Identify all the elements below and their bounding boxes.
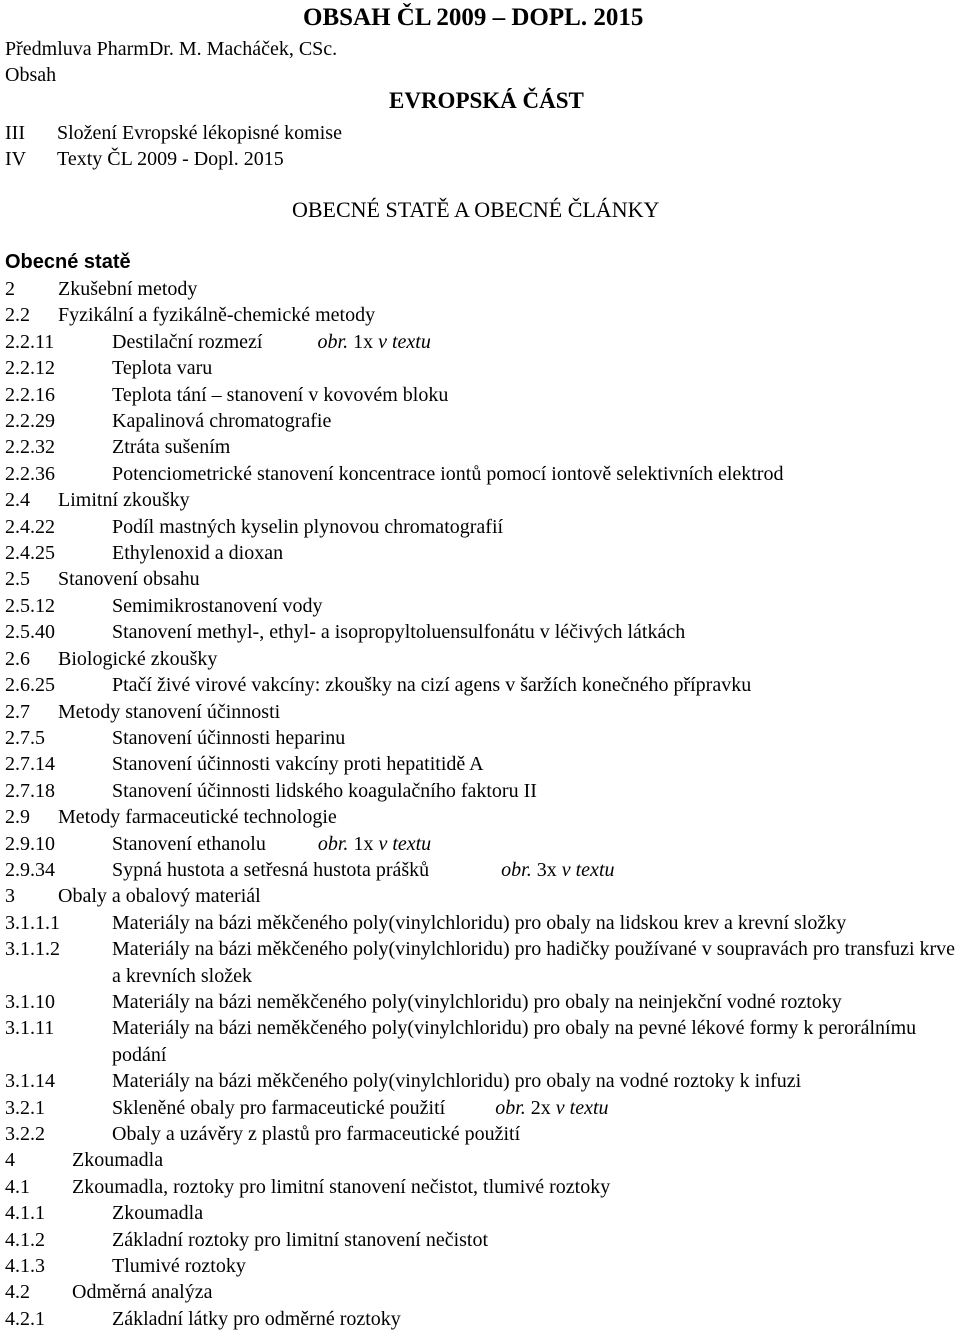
toc-entry[interactable]: [5, 434, 960, 460]
figure-note: [495, 1097, 608, 1119]
toc-entry-title: Ptačí živé virové vakcíny: zkoušky na cizí agens v šaržích konečného přípravku: [112, 674, 752, 697]
toc-entry[interactable]: [5, 751, 960, 777]
toc-entry[interactable]: [5, 1121, 960, 1147]
toc-entry-title: Limitní zkoušky: [58, 489, 190, 512]
intro-line-commission: [5, 120, 342, 146]
toc-entry-number: 3.1.1.2: [5, 938, 60, 961]
toc-entry-number: 2.6.25: [5, 674, 55, 697]
toc-entry-title: Biologické zkoušky: [58, 647, 218, 670]
section-title: OBECNÉ STATĚ A OBECNÉ ČLÁNKY: [292, 197, 660, 222]
toc-entry[interactable]: [5, 1227, 960, 1253]
toc-entry-number: 2.2: [5, 304, 30, 327]
toc-entry[interactable]: [5, 1279, 960, 1305]
toc-entry-number: 4.2.1: [5, 1307, 45, 1330]
toc-entry-number: 3.1.11: [5, 1017, 55, 1040]
toc-entry[interactable]: [5, 778, 960, 804]
toc-entry[interactable]: [5, 619, 960, 645]
document-title: OBSAH ČL 2009 – DOPL. 2015: [303, 4, 644, 31]
figure-note-label: obr.: [501, 858, 532, 881]
toc-entry-title: Tlumivé roztoky: [112, 1255, 246, 1278]
toc-entry-title: Zkušební metody: [58, 278, 198, 300]
figure-note-label: obr.: [317, 832, 349, 855]
figure-note-location: v textu: [561, 858, 615, 881]
toc-entry-number: 2.7.5: [5, 726, 45, 749]
toc-entry-number: 2.6: [5, 647, 30, 670]
toc-entry-title: Ztráta sušením: [112, 436, 231, 459]
toc-entry-title: Zkoumadla, roztoky pro limitní stanovení nečistot, tlumivé roztoky: [72, 1175, 611, 1198]
toc-entry-title: Sypná hustota a setřesná hustota prášků: [112, 858, 430, 881]
toc-entry[interactable]: [5, 699, 960, 725]
toc-entry-number: 2.5.40: [5, 621, 55, 644]
toc-entry-title: Základní roztoky pro limitní stanovení nečistot: [112, 1228, 489, 1251]
part-title: EVROPSKÁ ČÁST: [389, 88, 584, 113]
intro-text: Předmluva PharmDr. M. Macháček, CSc.: [5, 38, 338, 60]
toc-entry[interactable]: [5, 408, 960, 434]
toc-entry-number: 3: [5, 885, 15, 908]
toc-entry-title: Zkoumadla: [112, 1202, 204, 1225]
toc-entry[interactable]: [5, 672, 960, 698]
toc-entry-title: Odměrná analýza: [72, 1281, 213, 1304]
toc-entry-title: Obaly a uzávěry z plastů pro farmaceutické použití: [112, 1123, 521, 1145]
toc-entry-number: 2.5: [5, 568, 30, 591]
toc-entry[interactable]: [5, 989, 960, 1015]
intro-line-preface: [5, 36, 337, 62]
toc-entry[interactable]: [5, 936, 960, 989]
toc-entry-title: Teplota tání – stanovení v kovovém bloku: [112, 383, 449, 406]
toc-entry[interactable]: [5, 355, 960, 381]
toc-entry-number: 2.2.36: [5, 462, 55, 485]
toc-entry-title: Obaly a obalový materiál: [58, 885, 261, 908]
toc-entry-title: Ethylenoxid a dioxan: [112, 542, 284, 565]
toc-entry-number: 3.1.1.1: [5, 911, 60, 934]
intro-text: Texty ČL 2009 - Dopl. 2015: [57, 148, 284, 170]
toc-entry[interactable]: [5, 461, 960, 487]
figure-note-count: 1x: [353, 330, 374, 353]
figure-note: [501, 859, 614, 881]
figure-note-count: 3x: [536, 858, 557, 881]
toc-entry-number: 2.2.16: [5, 383, 55, 406]
toc-entry-number: 2.4.25: [5, 542, 55, 565]
toc-entry-title: Potenciometrické stanovení koncentrace iontů pomocí iontově selektivních elektrod: [112, 462, 784, 485]
toc-entry[interactable]: [5, 540, 960, 566]
figure-note-location: v textu: [555, 1096, 609, 1119]
figure-note-label: obr.: [317, 330, 349, 353]
intro-text: Složení Evropské lékopisné komise: [57, 122, 342, 144]
figure-note-count: 2x: [530, 1096, 551, 1119]
toc-entry-number: 2.7.14: [5, 753, 55, 776]
toc-entry-title: Stanovení účinnosti vakcíny proti hepatitidě A: [112, 753, 484, 776]
toc-entry-number: 2.4: [5, 489, 30, 512]
subsection-title: Obecné statě: [5, 251, 131, 273]
figure-note-count: 1x: [353, 832, 374, 855]
toc-entry[interactable]: [5, 804, 960, 830]
toc-entry-number: 4.1.3: [5, 1255, 45, 1278]
toc-entry[interactable]: [5, 1174, 960, 1200]
toc-entry[interactable]: [5, 302, 960, 328]
toc-entry[interactable]: [5, 725, 960, 751]
toc-entry-title: Metody farmaceutické technologie: [58, 806, 337, 829]
toc-entry-number: 2.9.10: [5, 832, 55, 855]
toc-entry-number: 3.1.14: [5, 1070, 55, 1093]
toc-entry-title: Stanovení ethanolu: [112, 832, 266, 855]
toc-entry-title: Materiály na bázi měkčeného poly(vinylchloridu) pro obaly na vodné roztoky k infuzi: [112, 1070, 802, 1093]
toc-entry-title: Teplota varu: [112, 357, 213, 380]
toc-entry-title: Stanovení methyl-, ethyl- a isopropyltoluensulfonátu v léčivých látkách: [112, 621, 686, 644]
toc-entry-number: 2.9: [5, 806, 30, 829]
figure-note-location: v textu: [378, 330, 431, 353]
toc-entry[interactable]: [5, 910, 960, 936]
toc-entry-title: Fyzikální a fyzikálně-chemické metody: [58, 304, 376, 327]
toc-entry[interactable]: [5, 1147, 960, 1173]
toc-entry[interactable]: [5, 382, 960, 408]
toc-entry-title: Kapalinová chromatografie: [112, 410, 332, 433]
toc-entry[interactable]: [5, 514, 960, 540]
toc-entry-number: 2.2.32: [5, 436, 55, 459]
toc-entry-number: 2.2.11: [5, 330, 55, 353]
toc-entry-number: 3.2.2: [5, 1123, 45, 1145]
toc-entry-title: Materiály na bázi měkčeného poly(vinylchloridu) pro obaly na lidskou krev a krevní složky: [112, 911, 847, 934]
toc-entry[interactable]: [5, 276, 960, 302]
toc-entry-title: Materiály na bázi neměkčeného poly(vinylchloridu) pro obaly na pevné lékové formy k perorálnímu podání: [112, 1017, 917, 1066]
toc-entry-title: Semimikrostanovení vody: [112, 594, 323, 617]
toc-entry[interactable]: [5, 1306, 960, 1332]
toc-entry-number: 3.1.10: [5, 990, 55, 1013]
toc-entry-number: 2.4.22: [5, 515, 55, 538]
intro-line-contents: [5, 62, 56, 88]
toc-entry-title: Zkoumadla: [72, 1149, 164, 1172]
toc-entry-title: Materiály na bázi neměkčeného poly(vinylchloridu) pro obaly na neinjekční vodné roztoky: [112, 990, 842, 1013]
figure-note-label: obr.: [495, 1096, 526, 1119]
toc-entry-title: Stanovení účinnosti lidského koagulačního faktoru II: [112, 779, 537, 802]
toc-entry-number: 4.1.2: [5, 1228, 45, 1251]
toc-entry[interactable]: [5, 1200, 960, 1226]
toc-entry-title: Podíl mastných kyselin plynovou chromatografií: [112, 515, 504, 538]
toc-entry-number: 2.2.29: [5, 410, 55, 433]
intro-line-texts: [5, 146, 284, 172]
toc-entry-number: 4.1.1: [5, 1202, 45, 1225]
toc-entry-title: Stanovení obsahu: [58, 568, 200, 591]
toc-entry[interactable]: [5, 1095, 960, 1121]
figure-note: [318, 833, 431, 855]
intro-number: III: [5, 122, 25, 144]
figure-note: [318, 331, 431, 353]
toc-entry[interactable]: [5, 883, 960, 909]
toc-entry-number: 2: [5, 278, 15, 300]
figure-note-location: v textu: [378, 832, 432, 855]
toc-entry-title: Základní látky pro odměrné roztoky: [112, 1307, 401, 1330]
toc-entry[interactable]: [5, 566, 960, 592]
toc-entry-number: 2.2.12: [5, 357, 55, 380]
toc-entry-number: 4.1: [5, 1175, 30, 1198]
toc-entry[interactable]: [5, 1253, 960, 1279]
toc-entry[interactable]: [5, 329, 960, 355]
toc-entry[interactable]: [5, 487, 960, 513]
toc-entry-number: 4.2: [5, 1281, 30, 1304]
toc-entry[interactable]: [5, 1015, 960, 1068]
toc-entry[interactable]: [5, 646, 960, 672]
toc-entry[interactable]: [5, 593, 960, 619]
toc-entry-title: Stanovení účinnosti heparinu: [112, 726, 346, 749]
toc-entry-number: 3.2.1: [5, 1096, 45, 1119]
intro-number: IV: [5, 148, 27, 170]
toc-entry-title: Destilační rozmezí: [112, 330, 263, 353]
toc-entry[interactable]: [5, 831, 960, 857]
toc-entry-number: 2.7: [5, 700, 30, 723]
toc-entry-title: Materiály na bázi měkčeného poly(vinylchloridu) pro hadičky používané v soupravách pro transfuzi krve a krevních složek: [112, 938, 956, 987]
table-of-contents: [5, 276, 960, 1332]
toc-entry-number: 2.5.12: [5, 594, 55, 617]
intro-text: Obsah: [5, 64, 57, 86]
toc-entry-number: 4: [5, 1149, 15, 1172]
toc-entry-title: Skleněné obaly pro farmaceutické použití: [112, 1096, 446, 1119]
toc-entry[interactable]: [5, 857, 960, 883]
toc-entry-number: 2.9.34: [5, 858, 55, 881]
toc-entry-title: Metody stanovení účinnosti: [58, 700, 281, 723]
toc-entry-number: 2.7.18: [5, 779, 55, 802]
toc-entry[interactable]: [5, 1068, 960, 1094]
